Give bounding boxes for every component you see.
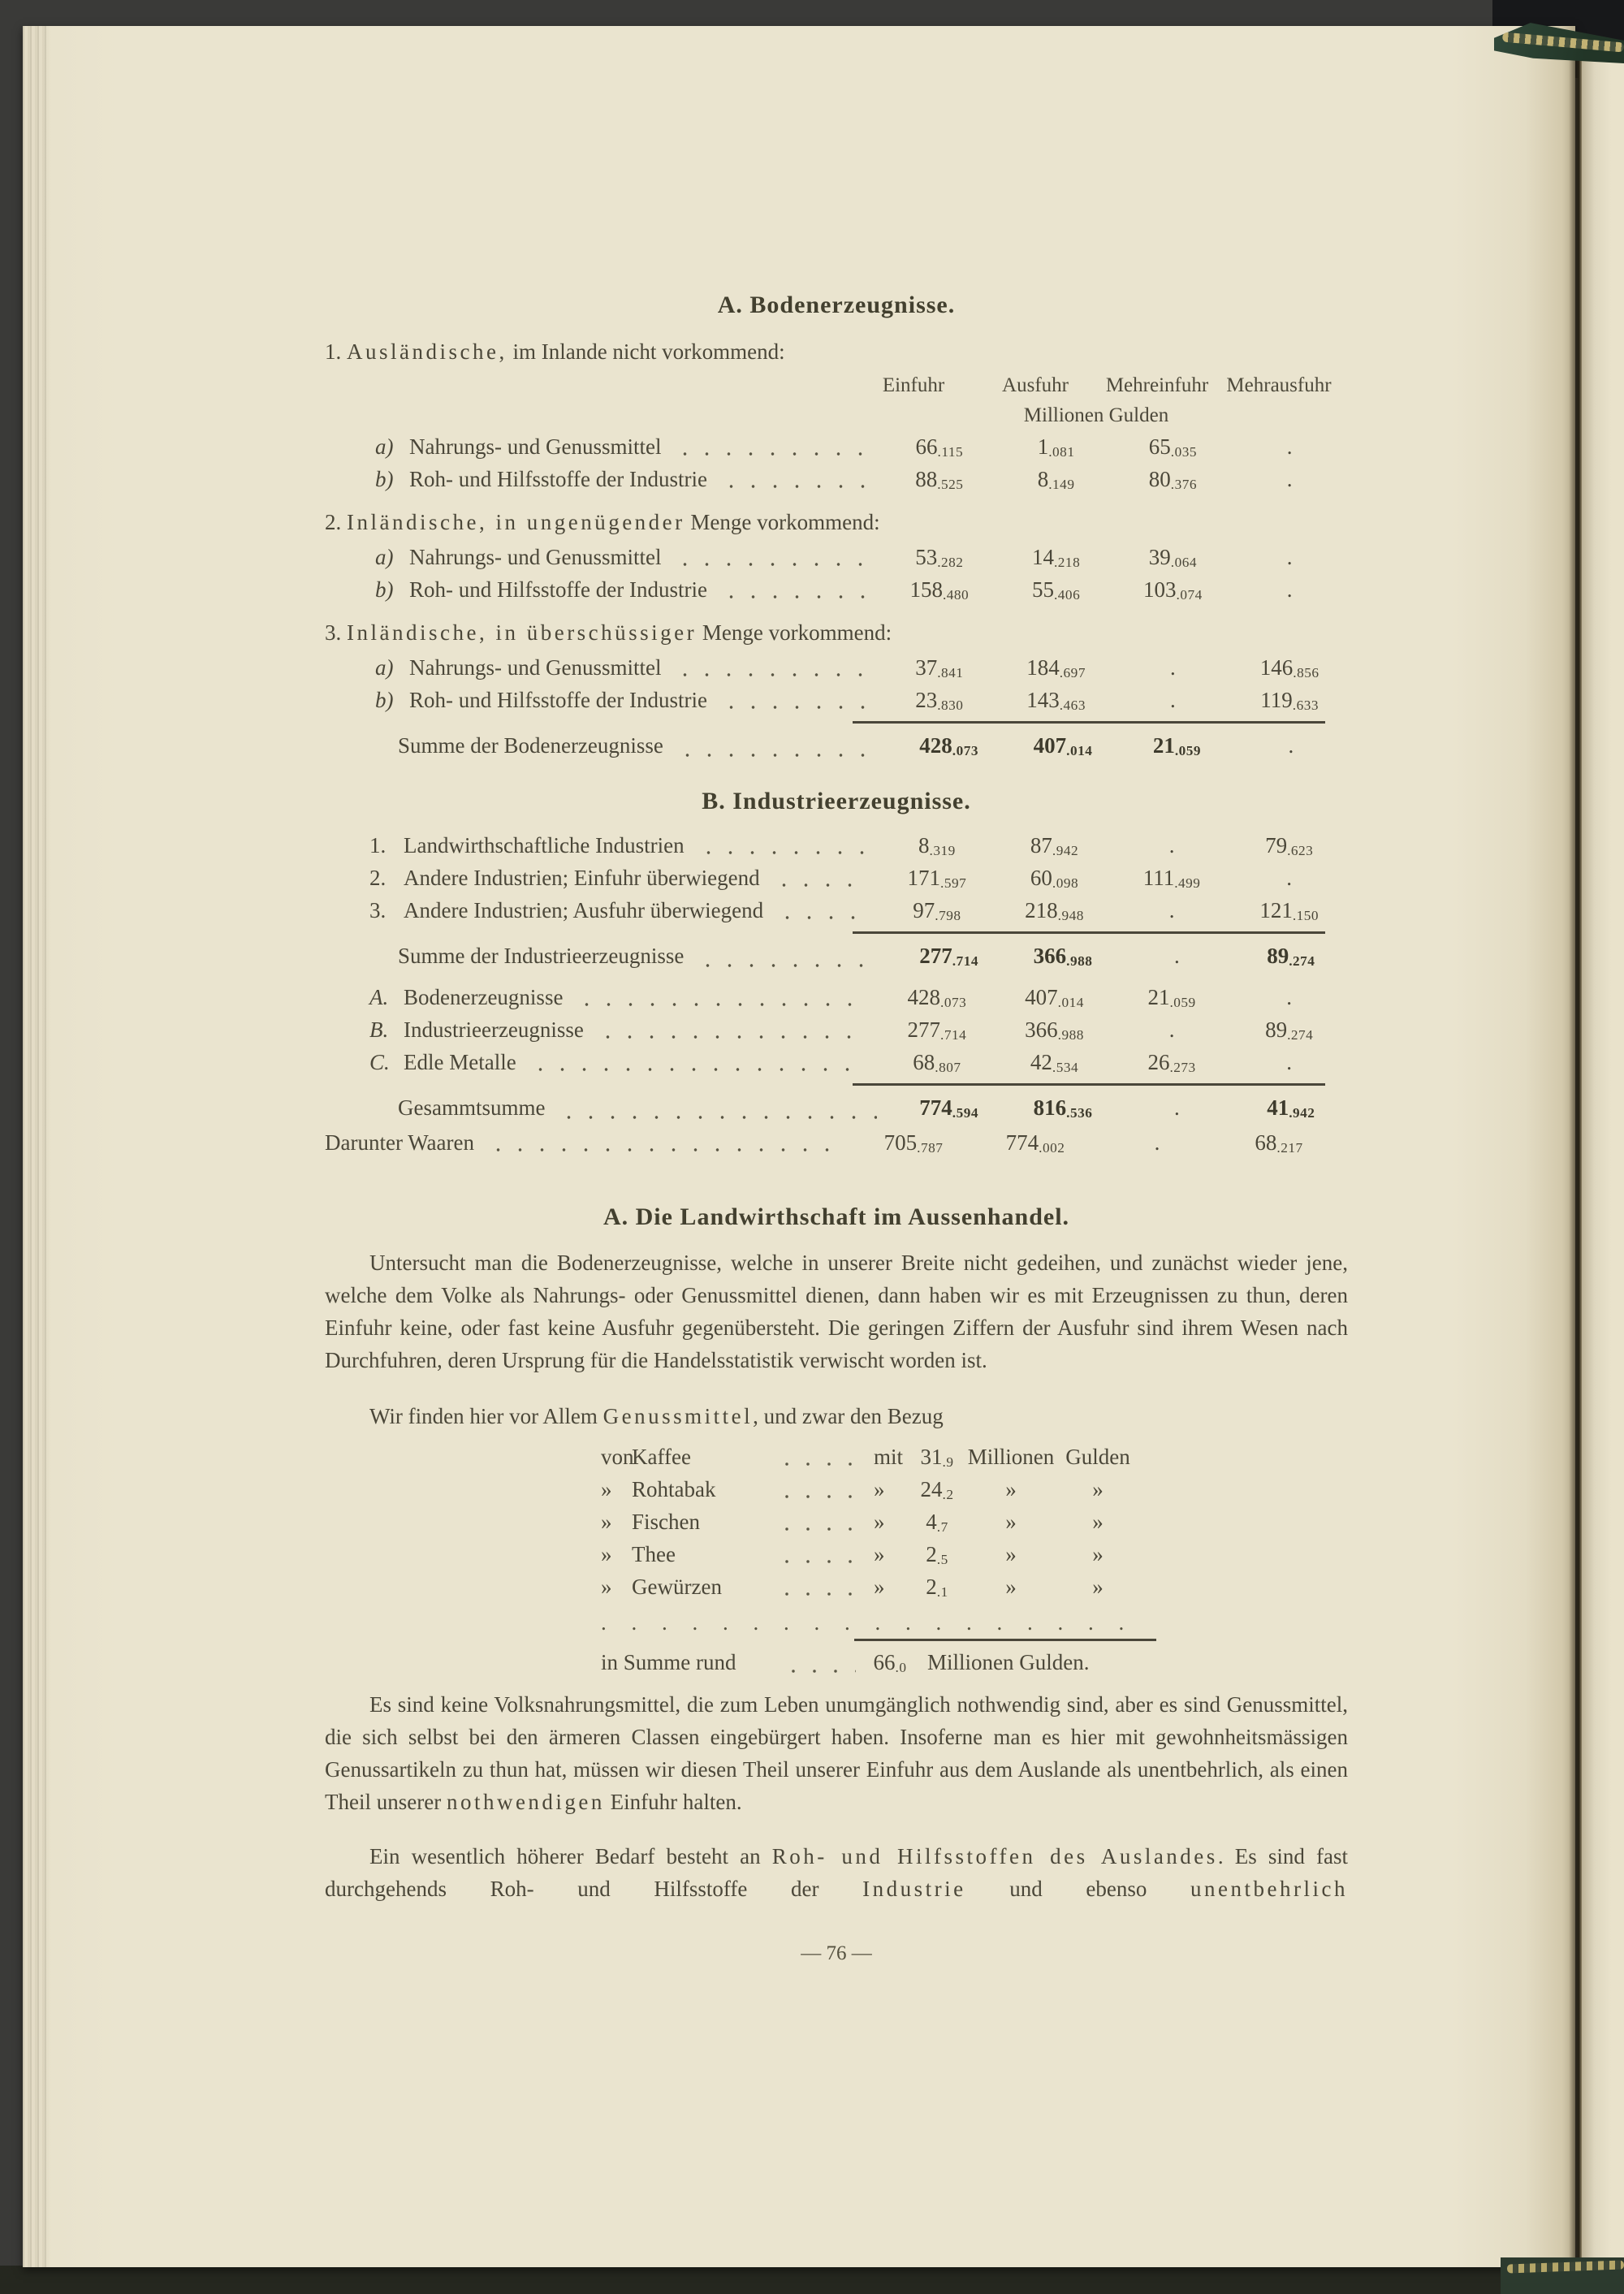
cell-mehreinfuhr: . [1174, 1095, 1180, 1120]
cell-mehrausfuhr: 68.217 [1255, 1130, 1303, 1156]
row-marker: b) [375, 688, 394, 712]
column-header-einfuhr: Einfuhr [882, 374, 945, 396]
sum-unit: Millionen Gulden. [927, 1650, 1090, 1674]
row-marker: 2. [369, 866, 387, 890]
leader-dots [720, 591, 866, 603]
cell-mehrausfuhr: 41.942 [1267, 1095, 1315, 1121]
cell-mehrausfuhr: 146.856 [1259, 655, 1320, 681]
leader-dots [776, 912, 863, 923]
list-item [601, 1473, 1137, 1506]
cell-einfuhr: 23.830 [915, 688, 964, 714]
cell-einfuhr: 97.798 [913, 898, 961, 924]
cell-einfuhr: 428.073 [919, 733, 978, 759]
cell-ausfuhr: 1.081 [1037, 434, 1075, 460]
item-name: Fischen [632, 1510, 700, 1534]
row-marker: a) [375, 434, 394, 459]
table-row [325, 862, 1348, 894]
leader-dots [529, 1064, 864, 1075]
leader-dots [674, 448, 866, 460]
unit-line: Millionen Gulden [1023, 404, 1169, 426]
column-header-mehrausfuhr: Mehrausfuhr [1226, 374, 1332, 396]
text-segment: Wir finden hier vor Allem [369, 1404, 603, 1428]
paragraph-intro [325, 1398, 1348, 1434]
leader-dots [776, 1523, 866, 1535]
item-connector: » [874, 1575, 885, 1599]
heading-segment: 3. [325, 620, 347, 645]
paragraph-4 [325, 1840, 1348, 1905]
cell-ausfuhr: 218.948 [1025, 898, 1084, 924]
table-a-section-2-heading [325, 503, 1348, 541]
text-segment: Roh- und Hilfsstoffen des Auslandes [771, 1844, 1218, 1868]
text-segment: Industrie [862, 1877, 966, 1901]
row-label: Roh- und Hilfsstoffe der Industrie [409, 688, 707, 712]
cell-mehreinfuhr: . [1169, 688, 1176, 712]
item-unit: Gulden [1065, 1445, 1130, 1469]
text-segment: und ebenso [965, 1877, 1191, 1901]
text-segment: Genussmittel [603, 1404, 754, 1428]
cell-mehrausfuhr: 119.633 [1260, 688, 1319, 714]
page-number: — 76 — [801, 1942, 872, 1964]
sum-rule [853, 721, 1325, 724]
text-segment: Einfuhr halten. [604, 1790, 742, 1814]
text-segment: Es sind keine Volksnahrungsmittel, die zum Leben unumgänglich nothwendig sind, aber es sind Genussmittel, die sich selbst bei den ärmeren Classen eingebürgert haben. Insoferne man es hier mit gewohnheitsmässigen Genussartikeln zu thun hat, müssen wir diesen Theil unserer Einfuhr aus dem Auslande als unentbehrlich, als einen Theil unserer [325, 1692, 1348, 1814]
item-lead: » [601, 1542, 612, 1566]
table-a-section-1-heading [325, 333, 1348, 370]
table-a-summary-row [325, 727, 1348, 764]
row-label: Andere Industrien; Einfuhr überwiegend [404, 866, 760, 890]
heading-segment: Ausländische, [347, 339, 508, 364]
cell-einfuhr: 277.714 [907, 1017, 967, 1043]
item-value: 24.2 [920, 1477, 954, 1503]
cell-ausfuhr: 60.098 [1030, 866, 1079, 892]
cell-ausfuhr: 184.697 [1026, 655, 1086, 681]
table-b-summary-row [325, 937, 1348, 974]
item-unit: Millionen [967, 1445, 1055, 1469]
heading-segment: Menge vorkommend: [697, 620, 892, 645]
leader-dots [783, 1665, 856, 1677]
page-content [325, 286, 1348, 1970]
item-connector: » [874, 1477, 885, 1501]
sum-rule [854, 1639, 1156, 1641]
row-label: Gesammtsumme [398, 1095, 546, 1120]
item-lead: » [601, 1575, 612, 1599]
cell-einfuhr: 705.787 [883, 1130, 944, 1156]
cell-mehreinfuhr: . [1154, 1130, 1160, 1155]
paragraph-3 [325, 1688, 1348, 1818]
row-label: Landwirthschaftliche Industrien [404, 833, 685, 858]
table-row [325, 684, 1348, 716]
waaren-row [325, 1126, 1348, 1159]
cell-ausfuhr: 407.014 [1025, 985, 1084, 1011]
cell-einfuhr: 428.073 [907, 985, 967, 1011]
cell-mehrausfuhr: . [1286, 985, 1293, 1009]
cell-ausfuhr: 8.149 [1037, 467, 1075, 493]
cell-ausfuhr: 143.463 [1026, 688, 1086, 714]
sum-rule [853, 1083, 1325, 1086]
recap-row [325, 1046, 1348, 1078]
cell-mehrausfuhr: . [1286, 434, 1293, 459]
section-title: A. Die Landwirthschaft im Aussenhandel. [603, 1203, 1070, 1230]
cell-einfuhr: 88.525 [915, 467, 964, 493]
row-marker: 3. [369, 898, 387, 922]
item-name: Thee [632, 1542, 676, 1566]
leader-dots [674, 559, 866, 570]
row-label: Nahrungs- und Genussmittel [409, 545, 662, 569]
table-a-title: A. Bodenerzeugnisse. [717, 292, 956, 318]
row-marker: B. [369, 1017, 389, 1042]
cell-mehrausfuhr: . [1286, 1050, 1293, 1074]
table-row [325, 463, 1348, 495]
cell-mehreinfuhr: . [1168, 833, 1175, 858]
row-label: Industrieerzeugnisse [404, 1017, 584, 1042]
cell-einfuhr: 277.714 [919, 944, 978, 970]
list-item [601, 1570, 1137, 1603]
cell-einfuhr: 171.597 [907, 866, 967, 892]
cell-mehrausfuhr: 89.274 [1267, 944, 1315, 970]
table-row [325, 829, 1348, 862]
heading-segment: Menge vorkommend: [685, 510, 880, 534]
cell-einfuhr: 37.841 [915, 655, 964, 681]
table-row [325, 573, 1348, 606]
table-a-column-headers [325, 370, 1348, 401]
cell-einfuhr: 53.282 [915, 545, 964, 571]
consumables-list [601, 1441, 1137, 1680]
cell-ausfuhr: 42.534 [1030, 1050, 1079, 1076]
cell-einfuhr: 774.594 [919, 1095, 978, 1121]
leader-dots [597, 1031, 864, 1043]
item-value: 31.9 [920, 1445, 954, 1471]
list-item [601, 1506, 1137, 1538]
row-marker: A. [369, 985, 389, 1009]
cell-einfuhr: 8.319 [918, 833, 956, 859]
table-b-title: B. Industrieerzeugnisse. [702, 788, 971, 814]
leader-dots [720, 702, 866, 713]
heading-segment: Inländische, in ungenügender [347, 510, 685, 534]
row-label: Summe der Bodenerzeugnisse [398, 733, 663, 758]
cell-ausfuhr: 14.218 [1031, 545, 1081, 571]
item-lead: » [601, 1510, 612, 1534]
cell-mehreinfuhr: 111.499 [1142, 866, 1201, 892]
cell-ausfuhr: 407.014 [1033, 733, 1093, 759]
cell-mehreinfuhr: 80.376 [1148, 467, 1197, 493]
column-header-ausfuhr: Ausfuhr [1002, 374, 1069, 396]
leader-dots [674, 669, 866, 680]
cell-einfuhr: 158.480 [909, 577, 970, 603]
item-unit: » [1092, 1477, 1104, 1501]
sum-rule [853, 931, 1325, 934]
cell-ausfuhr: 366.988 [1033, 944, 1093, 970]
cell-ausfuhr: 366.988 [1025, 1017, 1084, 1043]
leader-dots [676, 750, 877, 761]
cell-mehreinfuhr: . [1168, 898, 1175, 922]
leader-dots [776, 1588, 866, 1600]
row-label: Roh- und Hilfsstoffe der Industrie [409, 577, 707, 602]
item-name: Kaffee [632, 1445, 691, 1469]
item-unit: » [1092, 1510, 1104, 1534]
cell-ausfuhr: 87.942 [1030, 833, 1079, 859]
text-segment: unentbehrlich [1190, 1877, 1348, 1901]
item-value: 2.5 [926, 1542, 948, 1568]
cell-einfuhr: 66.115 [915, 434, 964, 460]
paragraph-1: Untersucht man die Bodenerzeugnisse, welche in unserer Breite nicht gedeihen, und zunächst wieder jene, welche dem Volke als Nahrungs- oder Genussmittel dienen, dann haben wir es mit Erzeugnissen zu thun, deren Einfuhr keine, oder fast keine Ausfuhr gegenübersteht. Die geringen Ziffern der Ausfuhr sind ihrem Wesen nach Durchfuhren, deren Ursprung für die Handelsstatistik verwischt worden ist. [325, 1251, 1348, 1372]
heading-segment: 1. [325, 339, 347, 364]
item-unit: » [1005, 1575, 1017, 1599]
leader-dots [773, 879, 864, 891]
leader-dots [697, 960, 877, 971]
item-value: 4.7 [926, 1510, 948, 1536]
cell-mehrausfuhr: 121.150 [1259, 898, 1320, 924]
heading-segment: Inländische, in überschüssiger [347, 620, 698, 645]
cell-ausfuhr: 816.536 [1033, 1095, 1093, 1121]
cell-mehrausfuhr: . [1286, 866, 1293, 890]
text-segment: . Es sind fast durchgehends Roh- und Hilfsstoffe der [325, 1844, 1349, 1901]
cell-mehreinfuhr: . [1169, 655, 1176, 680]
cell-mehreinfuhr: . [1174, 944, 1180, 968]
background-bottom-band [0, 2266, 1624, 2294]
item-lead: von [601, 1445, 634, 1469]
item-unit: » [1005, 1477, 1017, 1501]
cell-mehrausfuhr: . [1286, 467, 1293, 491]
item-connector: mit [874, 1445, 904, 1469]
cell-mehreinfuhr: 39.064 [1148, 545, 1197, 571]
book-gutter-shadow [1569, 36, 1582, 2264]
item-unit: » [1092, 1542, 1104, 1566]
row-label: Darunter Waaren [325, 1130, 474, 1155]
item-connector: » [874, 1510, 885, 1534]
item-unit: » [1005, 1510, 1017, 1534]
row-label: Bodenerzeugnisse [404, 985, 564, 1009]
item-unit: » [1092, 1575, 1104, 1599]
list-item [601, 1538, 1137, 1570]
item-connector: » [874, 1542, 885, 1566]
recap-row [325, 981, 1348, 1013]
item-name: Gewürzen [632, 1575, 722, 1599]
item-lead: » [601, 1477, 612, 1501]
cell-mehreinfuhr: 21.059 [1147, 985, 1196, 1011]
facing-page-edge [1582, 42, 1624, 2261]
heading-segment: 2. [325, 510, 347, 534]
leader-dots [776, 1491, 866, 1502]
row-marker: a) [375, 545, 394, 569]
cell-mehrausfuhr: . [1286, 577, 1293, 602]
cell-einfuhr: 68.807 [913, 1050, 961, 1076]
recap-row [325, 1013, 1348, 1046]
row-marker: 1. [369, 833, 387, 858]
cell-mehrausfuhr: . [1288, 733, 1294, 758]
cell-mehreinfuhr: 21.059 [1152, 733, 1202, 759]
cell-mehreinfuhr: 26.273 [1147, 1050, 1196, 1076]
sum-value: 66.0 [873, 1650, 907, 1676]
row-marker: b) [375, 577, 394, 602]
list-item [601, 1441, 1137, 1473]
leader-dots [487, 1144, 838, 1156]
grand-total-row [325, 1089, 1348, 1126]
leader-dots [776, 1556, 866, 1567]
row-label: Roh- und Hilfsstoffe der Industrie [409, 467, 707, 491]
cell-ausfuhr: 774.002 [1005, 1130, 1065, 1156]
cell-mehrausfuhr: 89.274 [1265, 1017, 1314, 1043]
etcetera-dots: . . . . . . . . . . . . . . . . . . [601, 1610, 1125, 1635]
row-label: Edle Metalle [404, 1050, 516, 1074]
cell-ausfuhr: 55.406 [1031, 577, 1081, 603]
text-segment: Ein wesentlich höherer Bedarf besteht an [369, 1844, 772, 1868]
cell-mehrausfuhr: . [1286, 545, 1293, 569]
leader-dots [776, 1458, 866, 1470]
row-label: Nahrungs- und Genussmittel [409, 434, 662, 459]
column-header-mehreinfuhr: Mehreinfuhr [1105, 374, 1209, 396]
text-segment: , und zwar den Bezug [753, 1404, 944, 1428]
row-marker: C. [369, 1050, 390, 1074]
table-row [325, 651, 1348, 684]
cell-mehreinfuhr: 103.074 [1143, 577, 1203, 603]
row-label: Andere Industrien; Ausfuhr überwiegend [404, 898, 764, 922]
leader-dots [720, 481, 866, 492]
cell-mehreinfuhr: 65.035 [1148, 434, 1197, 460]
row-marker: a) [375, 655, 394, 680]
item-value: 2.1 [926, 1575, 948, 1601]
row-label: Summe der Industrieerzeugnisse [398, 944, 685, 968]
row-marker: b) [375, 467, 394, 491]
row-label: Nahrungs- und Genussmittel [409, 655, 662, 680]
heading-segment: im Inlande nicht vorkommend: [507, 339, 785, 364]
item-name: Rohtabak [632, 1477, 716, 1501]
leader-dots [698, 847, 864, 858]
cell-mehrausfuhr: 79.623 [1265, 833, 1314, 859]
table-row [325, 541, 1348, 573]
list-sum-row [601, 1644, 1137, 1680]
text-segment: nothwendigen [446, 1790, 605, 1814]
cell-mehreinfuhr: . [1168, 1017, 1175, 1042]
leader-dots [576, 999, 863, 1010]
item-unit: » [1005, 1542, 1017, 1566]
sum-label: in Summe rund [601, 1650, 736, 1674]
table-a-section-3-heading [325, 614, 1348, 651]
leader-dots [558, 1112, 877, 1123]
table-row [325, 430, 1348, 463]
table-row [325, 894, 1348, 927]
